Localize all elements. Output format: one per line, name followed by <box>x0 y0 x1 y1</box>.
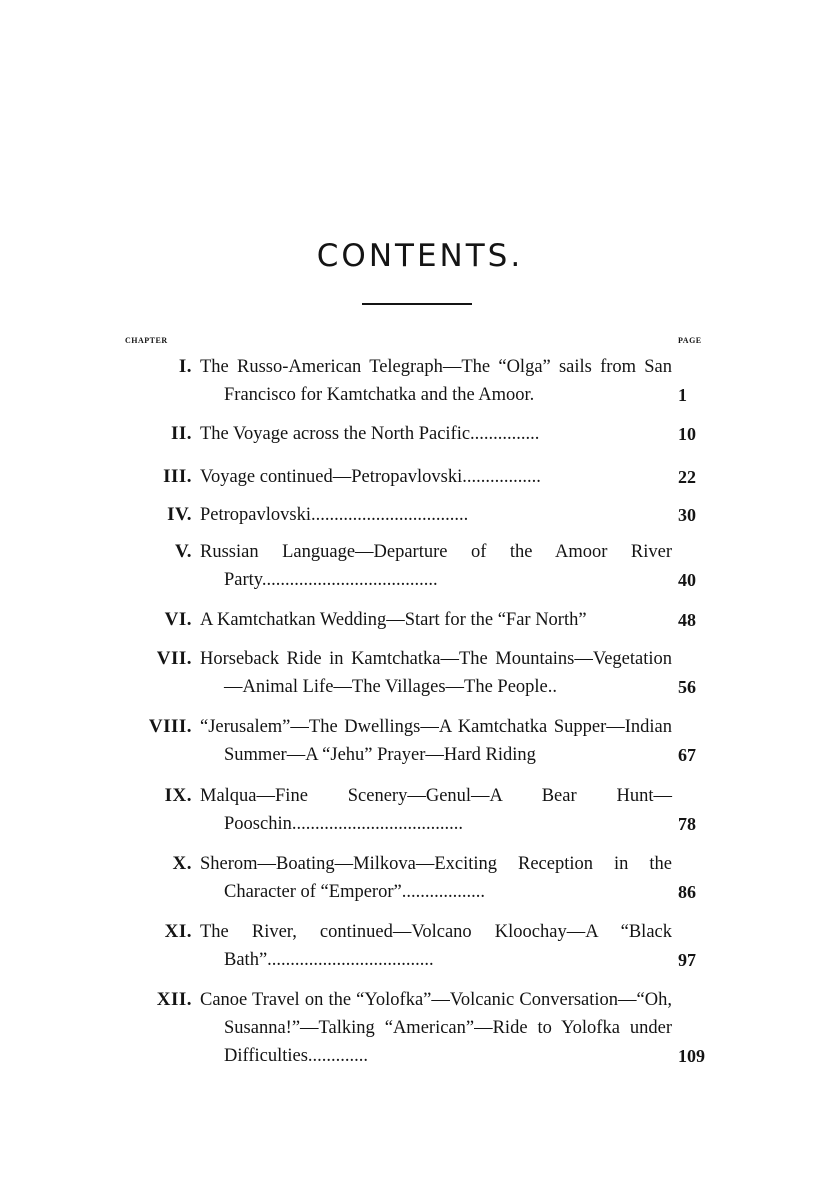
title-rule <box>362 303 472 305</box>
chapter-number: VI. <box>164 609 192 630</box>
chapter-number: V. <box>174 541 192 562</box>
chapter-number: VIII. <box>148 716 192 737</box>
chapter-number: XI. <box>164 921 192 942</box>
page-number: 78 <box>678 814 696 834</box>
chapter-title: Voyage continued—Petropavlovski................. <box>200 467 541 487</box>
chapter-number: XII. <box>156 989 192 1010</box>
chapter-number: VII. <box>156 648 192 669</box>
chapter-title: The Voyage across the North Pacific............... <box>200 424 540 444</box>
page-number: 56 <box>678 677 696 697</box>
page-number: 86 <box>678 882 696 902</box>
page-number: 1 <box>678 385 687 405</box>
chapter-title: The River, continued—Volcano Kloochay—A “Black Bath”.................................... <box>200 922 672 970</box>
page-number: 22 <box>678 467 696 487</box>
chapter-column-header: CHAPTER <box>125 336 168 345</box>
chapter-number: IV. <box>167 504 192 525</box>
chapter-title: Petropavlovski.................................. <box>200 505 469 525</box>
chapter-number: III. <box>163 466 192 487</box>
chapter-title: A Kamtchatkan Wedding—Start for the “Far North” <box>200 610 587 630</box>
page-number: 30 <box>678 505 696 525</box>
chapter-number: IX. <box>164 785 192 806</box>
chapter-number: II. <box>170 423 192 444</box>
chapter-title: Malqua—Fine Scenery—Genul—A Bear Hunt—Pooschin..................................... <box>200 786 672 834</box>
page-number: 109 <box>678 1046 705 1066</box>
chapter-number: X. <box>172 853 192 874</box>
chapter-title: Russian Language—Departure of the Amoor River Party...................................... <box>200 542 672 590</box>
chapter-title: “Jerusalem”—The Dwellings—A Kamtchatka Supper—Indian Summer—A “Jehu” Prayer—Hard Riding <box>200 717 672 765</box>
chapter-number: I. <box>178 356 192 377</box>
page-column-header: PAGE <box>678 336 702 345</box>
chapter-title: Horseback Ride in Kamtchatka—The Mountains—Vegetation—Animal Life—The Villages—The People.. <box>200 649 672 697</box>
page-number: 67 <box>678 745 696 765</box>
page-title: CONTENTS. <box>316 238 524 274</box>
chapter-title: The Russo-American Telegraph—The “Olga” sails from San Francisco for Kamtchatka and the Amoor. <box>200 357 672 405</box>
page-number: 48 <box>678 610 696 630</box>
page-number: 40 <box>678 570 696 590</box>
page-number: 97 <box>678 950 696 970</box>
chapter-title: Canoe Travel on the “Yolofka”—Volcanic Conversation—“Oh, Susanna!”—Talking “American”—Ride to Yolofka under Difficulties............. <box>200 990 672 1066</box>
page-number: 10 <box>678 424 696 444</box>
chapter-title: Sherom—Boating—Milkova—Exciting Reception in the Character of “Emperor”.................. <box>200 854 672 902</box>
